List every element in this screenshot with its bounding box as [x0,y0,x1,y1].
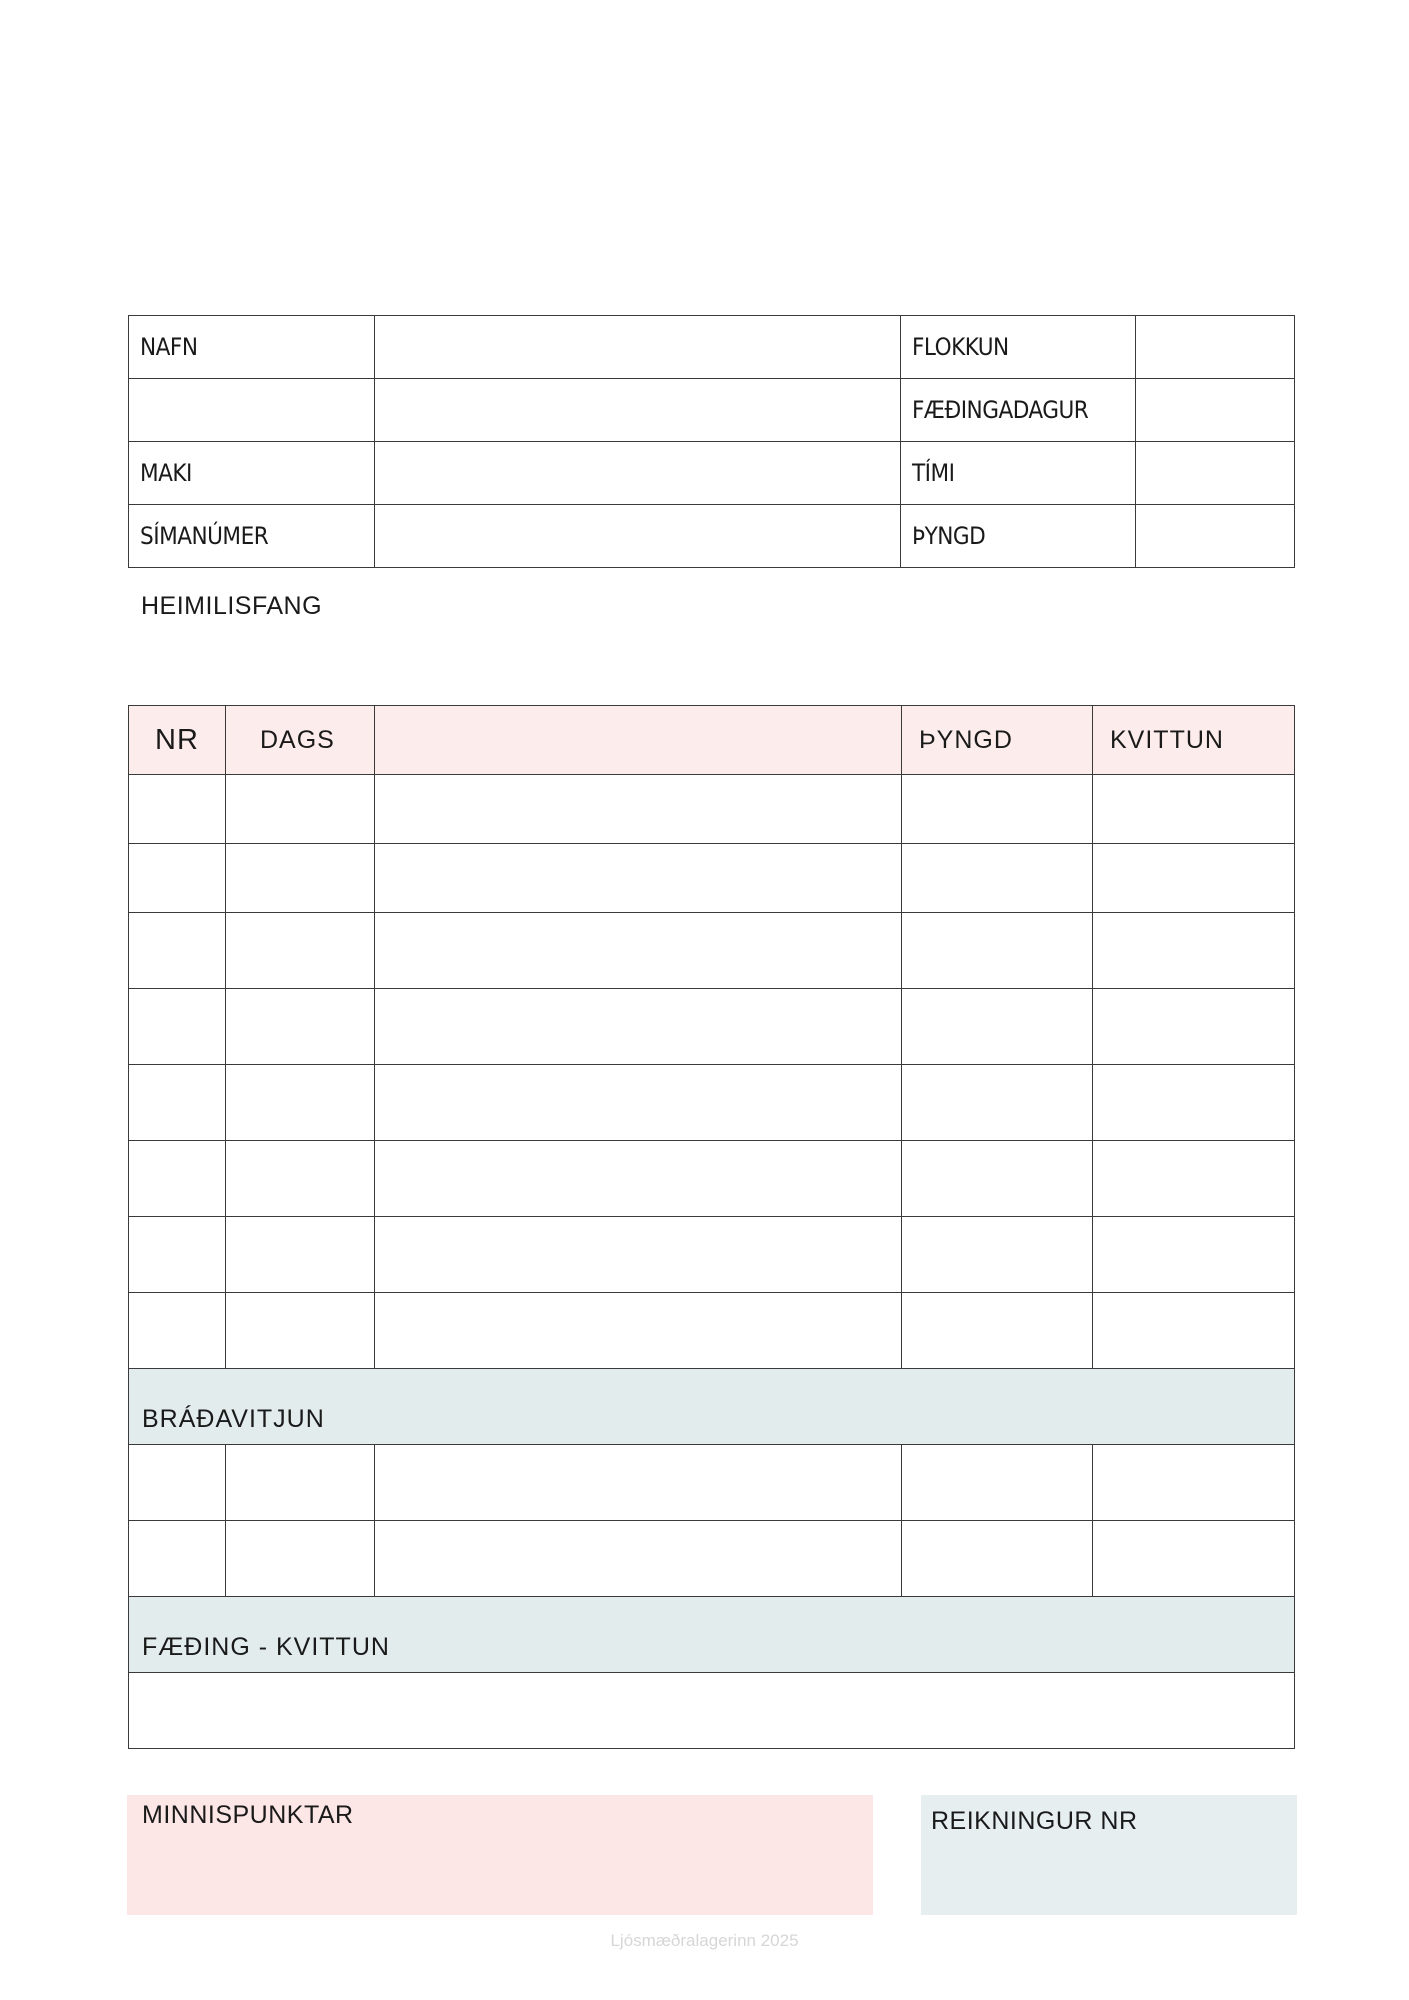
cell-date[interactable] [226,913,375,989]
table-row [129,913,1295,989]
birth-receipt-field[interactable] [129,1673,1295,1749]
table-row [129,844,1295,913]
cell-receipt[interactable] [1093,1521,1295,1597]
info-field-partner[interactable] [375,442,901,505]
info-label-phone: SÍMANÚMER [129,505,375,568]
emergency-section-row [129,1369,1295,1445]
cell-notes[interactable] [375,1065,902,1141]
cell-notes[interactable] [375,989,902,1065]
cell-receipt[interactable] [1093,1293,1295,1369]
table-row [129,1521,1295,1597]
cell-receipt[interactable] [1093,989,1295,1065]
emergency-section-label: BRÁÐAVITJUN [129,1369,1295,1445]
footer-copyright: Ljósmæðralagerinn 2025 [610,1931,799,1950]
info-label-name: NAFN [129,316,375,379]
cell-weight[interactable] [902,1217,1093,1293]
cell-nr[interactable] [129,844,226,913]
cell-date[interactable] [226,844,375,913]
cell-receipt[interactable] [1093,1445,1295,1521]
cell-weight[interactable] [902,913,1093,989]
cell-nr[interactable] [129,775,226,844]
header-notes [375,706,902,775]
cell-date[interactable] [226,1065,375,1141]
table-header-row [129,706,1295,775]
cell-weight[interactable] [902,1445,1093,1521]
table-row [129,1445,1295,1521]
invoice-number-label: REIKNINGUR NR [931,1807,1138,1835]
cell-date[interactable] [226,1141,375,1217]
info-field-name[interactable] [375,316,901,379]
notes-label: MINNISPUNKTAR [142,1801,354,1829]
header-weight: ÞYNGD [902,706,1093,775]
cell-notes[interactable] [375,1521,902,1597]
cell-date[interactable] [226,775,375,844]
cell-notes[interactable] [375,913,902,989]
info-field-blank[interactable] [375,379,901,442]
cell-date[interactable] [226,1445,375,1521]
cell-date[interactable] [226,1217,375,1293]
cell-date[interactable] [226,1521,375,1597]
cell-nr[interactable] [129,1065,226,1141]
info-label-time: TÍMI [901,442,1136,505]
cell-nr[interactable] [129,1445,226,1521]
cell-weight[interactable] [902,989,1093,1065]
info-label-weight: ÞYNGD [901,505,1136,568]
cell-nr[interactable] [129,1293,226,1369]
cell-notes[interactable] [375,1445,902,1521]
cell-receipt[interactable] [1093,1065,1295,1141]
table-row [129,1141,1295,1217]
cell-date[interactable] [226,1293,375,1369]
cell-nr[interactable] [129,1217,226,1293]
cell-nr[interactable] [129,1141,226,1217]
address-label: HEIMILISFANG [141,592,323,620]
cell-notes[interactable] [375,844,902,913]
cell-receipt[interactable] [1093,1141,1295,1217]
invoice-number-box[interactable] [921,1795,1297,1915]
cell-weight[interactable] [902,1141,1093,1217]
header-receipt: KVITTUN [1093,706,1295,775]
header-nr: NR [129,706,226,775]
cell-weight[interactable] [902,1521,1093,1597]
table-row [129,1293,1295,1369]
cell-nr[interactable] [129,913,226,989]
info-field-phone[interactable] [375,505,901,568]
info-label-classification: FLOKKUN [901,316,1136,379]
info-field-birthdate[interactable] [1136,379,1295,442]
table-row [129,1217,1295,1293]
cell-date[interactable] [226,989,375,1065]
cell-notes[interactable] [375,775,902,844]
cell-receipt[interactable] [1093,1217,1295,1293]
cell-weight[interactable] [902,1293,1093,1369]
cell-notes[interactable] [375,1293,902,1369]
cell-receipt[interactable] [1093,913,1295,989]
table-row [129,989,1295,1065]
cell-nr[interactable] [129,989,226,1065]
info-label-blank [129,379,375,442]
cell-weight[interactable] [902,775,1093,844]
info-label-partner: MAKI [129,442,375,505]
notes-box[interactable] [127,1795,873,1915]
cell-receipt[interactable] [1093,844,1295,913]
cell-notes[interactable] [375,1217,902,1293]
info-field-classification[interactable] [1136,316,1295,379]
info-field-weight[interactable] [1136,505,1295,568]
cell-weight[interactable] [902,1065,1093,1141]
birth-receipt-label: FÆÐING - KVITTUN [129,1597,1295,1673]
cell-notes[interactable] [375,1141,902,1217]
client-info-table [128,315,1295,568]
cell-receipt[interactable] [1093,775,1295,844]
table-row [129,1065,1295,1141]
table-row [129,775,1295,844]
info-label-birthdate: FÆÐINGADAGUR [901,379,1136,442]
birth-receipt-row [129,1673,1295,1749]
header-date: DAGS [226,706,375,775]
visit-log-table [128,705,1295,1749]
info-field-time[interactable] [1136,442,1295,505]
cell-nr[interactable] [129,1521,226,1597]
birth-receipt-section-row [129,1597,1295,1673]
cell-weight[interactable] [902,844,1093,913]
